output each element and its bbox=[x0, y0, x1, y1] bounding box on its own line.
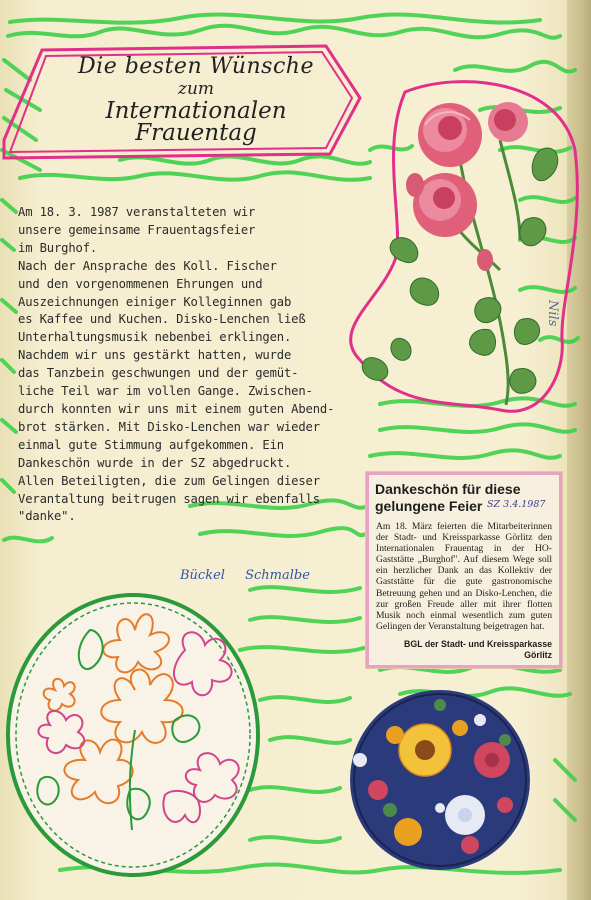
typed-line: "danke". bbox=[18, 509, 76, 524]
embroidered-oval bbox=[8, 595, 258, 875]
signature-first: Bückel bbox=[180, 568, 225, 583]
green-scribble-top-2 bbox=[10, 15, 540, 23]
rose-bud-1 bbox=[406, 173, 424, 197]
typed-line: unsere gemeinsame Frauentagsfeier bbox=[18, 222, 256, 237]
typed-line: brot stärken. Mit Disko-Lenchen war wieder bbox=[18, 419, 320, 434]
green-scribble-right-8 bbox=[540, 337, 578, 342]
green-scribble-right-1 bbox=[370, 146, 412, 150]
green-scribble-top bbox=[8, 26, 560, 38]
green-scribble-left-3 bbox=[4, 538, 52, 542]
margin-pencil-mark: Nils bbox=[545, 300, 560, 327]
typed-line: einmal gute Stimmung aufgekommen. Ein bbox=[18, 437, 284, 452]
typed-line: Allen Beteiligten, die zum Gelingen dieser bbox=[18, 473, 320, 488]
rose-bloom-top bbox=[418, 103, 482, 167]
clipping-headline: Dankeschön für diese gelungene Feier bbox=[375, 481, 521, 514]
green-scribble-right-14 bbox=[555, 760, 575, 820]
typed-line: im Burghof. bbox=[18, 240, 98, 255]
typed-line: durch konnten wir uns mit einem guten Abend- bbox=[18, 401, 335, 416]
typed-line: liche Teil war im vollen Gange. Zwischen- bbox=[18, 384, 313, 399]
typed-line: Am 18. 3. 1987 veranstalteten wir bbox=[18, 205, 256, 219]
typed-line: Nach der Ansprache des Koll. Fischer bbox=[18, 258, 277, 273]
green-scribble-mid-6 bbox=[250, 617, 360, 622]
green-scribble-mid-10 bbox=[250, 787, 340, 792]
signatures bbox=[180, 568, 380, 592]
typed-line: es Kaffee und Kuchen. Disko-Lenchen ließ bbox=[18, 312, 306, 327]
title-banner bbox=[0, 44, 362, 162]
green-scribble-mid-8 bbox=[260, 697, 350, 702]
rose-bloom-side bbox=[488, 102, 528, 142]
typed-report bbox=[18, 204, 363, 526]
green-scribble-mid-11 bbox=[250, 837, 340, 842]
decorative-plate bbox=[350, 690, 530, 870]
typed-line: Dankeschön wurde in der SZ abgedruckt. bbox=[18, 455, 292, 470]
typed-line: Unterhaltungsmusik nebenbei erklingen. bbox=[18, 330, 292, 345]
green-scribble-right-5 bbox=[520, 197, 575, 202]
green-scribble-left-2 bbox=[2, 200, 16, 492]
green-scribble-right-2 bbox=[455, 62, 575, 72]
title-line-2: zum bbox=[177, 79, 215, 99]
green-scribble-right-11 bbox=[370, 450, 560, 458]
green-scribble-right-10 bbox=[380, 424, 575, 432]
green-scribble-mid-2 bbox=[20, 172, 370, 179]
green-scribble-mid-4 bbox=[200, 528, 366, 536]
title-line-1: Die besten Wünsche bbox=[78, 54, 314, 79]
typed-line: das Tanzbein geschwungen und der gemüt- bbox=[18, 366, 299, 381]
typed-line: Auszeichnungen einiger Kolleginnen gab bbox=[18, 294, 292, 309]
clipping-handwritten-date: SZ 3.4.1987 bbox=[487, 499, 546, 510]
typed-line: Verantaltung beitrugen sagen wir ebenfalls bbox=[18, 491, 320, 506]
newspaper-clipping bbox=[366, 472, 562, 668]
green-scribble-mid-7 bbox=[240, 647, 364, 652]
title-line-3: Internationalen Frauentag bbox=[105, 98, 287, 146]
green-scribble-mid-9 bbox=[270, 737, 350, 743]
title-text bbox=[50, 56, 342, 144]
green-scribble-right-9 bbox=[380, 398, 575, 406]
signature-second: Schmalbe bbox=[245, 568, 310, 583]
green-scribble-right-4 bbox=[500, 147, 570, 152]
typed-line: und den vorgenommenen Ehrungen und bbox=[18, 276, 263, 291]
clipping-body: Am 18. März feierten die Mitarbeiterinnen der Stadt- und Kreissparkasse Görlitz den Internationalen Frauentag in der HO-Gaststätte „Burghof". Auf diesem Wege soll ein herzlicher Dank an das Kollektiv der Gaststätte für die gute gastronomische Betreuung gehen und an Disko-Lenchen, die zur großen Freude aller mit ihrer flotten Musik noch einmal wesentlich zum guten Gelingen der Veranstaltung beigetragen hat. bbox=[376, 521, 552, 632]
typed-line: Nachdem wir uns gestärkt hatten, wurde bbox=[18, 348, 292, 363]
rose-bud-2 bbox=[477, 249, 493, 271]
clipping-signature: BGL der Stadt- und Kreissparkasse Görlitz bbox=[404, 639, 552, 660]
